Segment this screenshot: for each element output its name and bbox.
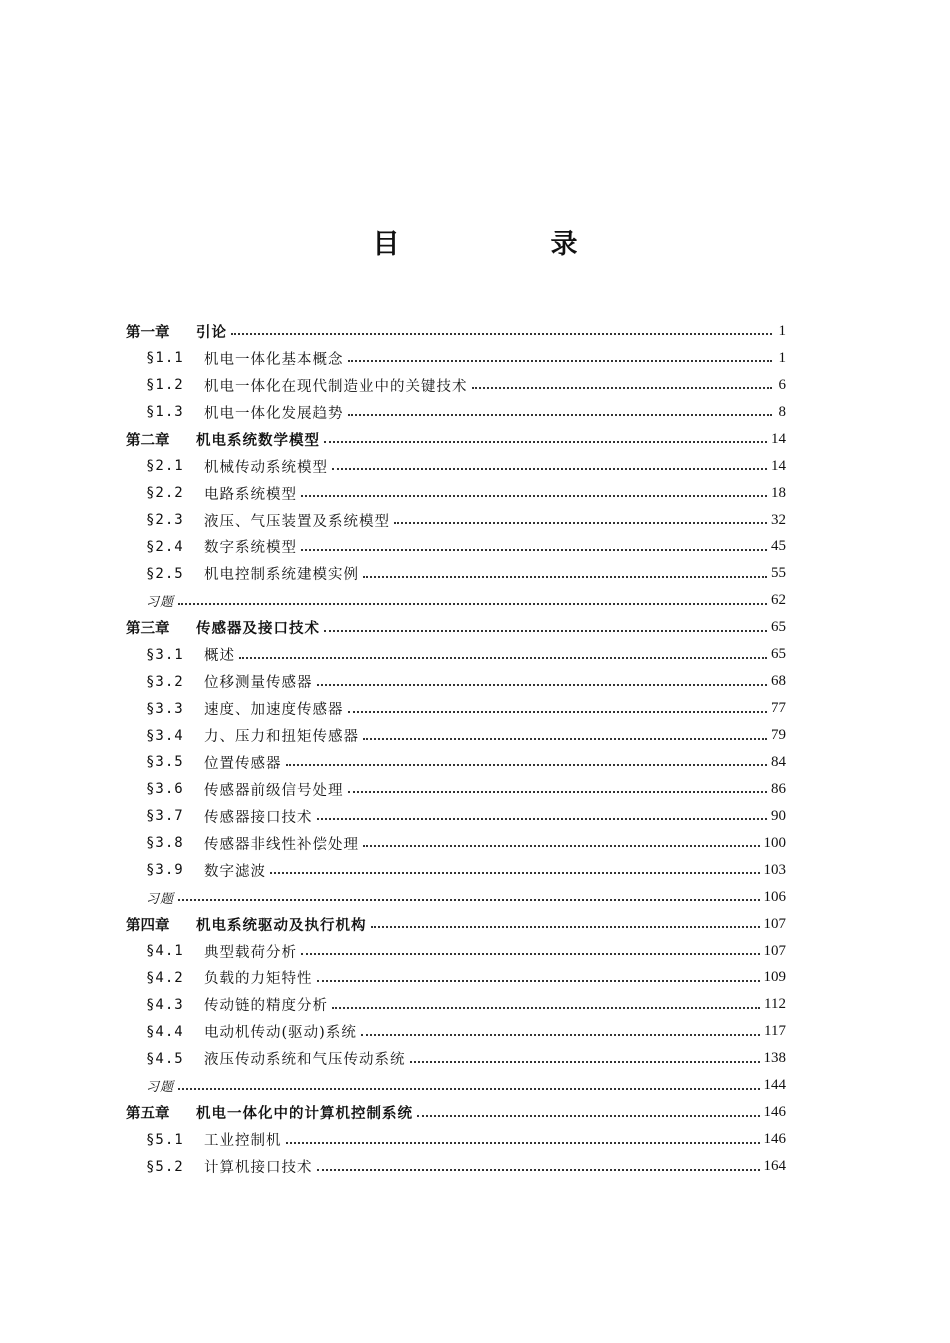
page-number: 112 xyxy=(764,996,786,1013)
dot-leader xyxy=(317,672,768,686)
section-number: §4.5 xyxy=(146,1050,184,1067)
page-number: 107 xyxy=(763,915,786,932)
toc-section-entry[interactable] xyxy=(126,1126,786,1153)
dot-leader xyxy=(324,429,767,443)
page-number: 1 xyxy=(778,322,786,339)
page-number: 84 xyxy=(771,753,786,770)
section-number: §4.4 xyxy=(146,1023,184,1040)
entry-title: 计算机接口技术 xyxy=(204,1160,313,1177)
entry-title: 机电控制系统建模实例 xyxy=(204,567,359,584)
page-number: 65 xyxy=(771,646,786,663)
entry-title: 数字系统模型 xyxy=(204,540,297,557)
dot-leader xyxy=(178,1076,759,1090)
section-number: §3.4 xyxy=(146,727,184,744)
section-number: §4.3 xyxy=(146,996,184,1013)
entry-title: 位置传感器 xyxy=(204,755,282,772)
dot-leader xyxy=(363,726,767,740)
page-number: 14 xyxy=(771,430,786,447)
page-title: 目 录 xyxy=(372,229,640,260)
entry-title: 习题 xyxy=(146,1080,175,1096)
page-number: 14 xyxy=(771,457,786,474)
entry-title: 传感器前级信号处理 xyxy=(204,782,344,799)
dot-leader xyxy=(324,618,767,632)
section-number: §1.2 xyxy=(146,377,184,394)
entry-title: 机电系统数学模型 xyxy=(196,432,320,449)
dot-leader xyxy=(301,941,760,955)
toc-section-entry[interactable] xyxy=(126,803,786,830)
page-number: 6 xyxy=(778,376,786,393)
toc-section-entry[interactable] xyxy=(126,938,786,965)
page-number: 32 xyxy=(771,511,786,528)
section-number: §2.3 xyxy=(146,512,184,529)
entry-title: 电动机传动(驱动)系统 xyxy=(204,1025,357,1042)
page-number: 100 xyxy=(763,834,786,851)
entry-title: 数字滤波 xyxy=(204,863,266,880)
toc-section-entry[interactable] xyxy=(126,722,786,749)
page-number: 146 xyxy=(763,1131,786,1148)
section-number: §3.2 xyxy=(146,673,184,690)
toc-section-entry[interactable] xyxy=(126,345,786,372)
section-number: §3.5 xyxy=(146,754,184,771)
page-number: 68 xyxy=(771,673,786,690)
toc-section-entry[interactable] xyxy=(126,857,786,884)
section-number: §3.6 xyxy=(146,781,184,798)
section-number: §1.3 xyxy=(146,404,184,421)
toc-section-entry[interactable] xyxy=(126,668,786,695)
entry-title: 电路系统模型 xyxy=(204,486,297,503)
chapter-number: 第五章 xyxy=(126,1106,170,1123)
toc-section-entry[interactable] xyxy=(126,830,786,857)
entry-title: 液压、气压装置及系统模型 xyxy=(204,513,390,530)
dot-leader xyxy=(348,779,768,793)
dot-leader xyxy=(239,645,767,659)
dot-leader xyxy=(332,995,760,1009)
toc-section-entry[interactable] xyxy=(126,372,786,399)
entry-title: 习题 xyxy=(146,891,175,907)
page-number: 103 xyxy=(763,861,786,878)
dot-leader xyxy=(363,833,760,847)
entry-title: 机电一体化中的计算机控制系统 xyxy=(196,1106,413,1123)
dot-leader xyxy=(361,1022,760,1036)
entry-title: 机电系统驱动及执行机构 xyxy=(196,917,367,934)
dot-leader xyxy=(317,1157,760,1171)
dot-leader xyxy=(178,591,767,605)
entry-title: 机电一体化基本概念 xyxy=(204,351,344,368)
entry-title: 概述 xyxy=(204,648,235,665)
page-number: 55 xyxy=(771,565,786,582)
chapter-number: 第一章 xyxy=(126,324,170,341)
dot-leader xyxy=(348,402,773,416)
page-number: 106 xyxy=(763,888,786,905)
entry-title: 速度、加速度传感器 xyxy=(204,702,344,719)
section-number: §3.8 xyxy=(146,835,184,852)
toc-section-entry[interactable] xyxy=(126,776,786,803)
entry-title: 液压传动系统和气压传动系统 xyxy=(204,1052,406,1069)
chapter-number: 第二章 xyxy=(126,432,170,449)
toc-chapter-entry[interactable] xyxy=(126,318,786,345)
dot-leader xyxy=(301,537,767,551)
dot-leader xyxy=(348,348,773,362)
section-number: §5.1 xyxy=(146,1131,184,1148)
entry-title: 机械传动系统模型 xyxy=(204,459,328,476)
toc-chapter-entry[interactable] xyxy=(126,1099,786,1126)
page-number: 164 xyxy=(763,1158,786,1175)
section-number: §4.2 xyxy=(146,969,184,986)
page-number: 146 xyxy=(763,1104,786,1121)
toc-section-entry[interactable] xyxy=(126,1045,786,1072)
section-number: §2.5 xyxy=(146,565,184,582)
chapter-number: 第四章 xyxy=(126,917,170,934)
toc-section-entry[interactable] xyxy=(126,399,786,426)
entry-title: 传感器非线性补偿处理 xyxy=(204,836,359,853)
entry-title: 习题 xyxy=(146,595,175,611)
dot-leader xyxy=(231,321,772,335)
entry-title: 引论 xyxy=(196,324,227,341)
section-number: §5.2 xyxy=(146,1158,184,1175)
section-number: §2.1 xyxy=(146,458,184,475)
entry-title: 传感器及接口技术 xyxy=(196,621,320,638)
page-number: 109 xyxy=(763,969,786,986)
table-of-contents xyxy=(126,318,786,1180)
section-number: §3.7 xyxy=(146,808,184,825)
page-number: 86 xyxy=(771,780,786,797)
dot-leader xyxy=(286,1130,760,1144)
dot-leader xyxy=(317,806,768,820)
entry-title: 负载的力矩特性 xyxy=(204,971,313,988)
dot-leader xyxy=(371,914,760,928)
dot-leader xyxy=(394,510,767,524)
toc-section-entry[interactable] xyxy=(126,480,786,507)
entry-title: 传感器接口技术 xyxy=(204,809,313,826)
page-number: 45 xyxy=(771,538,786,555)
toc-chapter-entry[interactable] xyxy=(126,614,786,641)
section-number: §3.1 xyxy=(146,646,184,663)
page-number: 77 xyxy=(771,700,786,717)
toc-chapter-entry[interactable] xyxy=(126,911,786,938)
toc-section-entry[interactable] xyxy=(126,965,786,992)
toc-exercise-entry[interactable] xyxy=(126,1072,786,1099)
section-number: §4.1 xyxy=(146,943,184,960)
dot-leader xyxy=(348,699,768,713)
toc-exercise-entry[interactable] xyxy=(126,884,786,911)
dot-leader xyxy=(363,564,767,578)
dot-leader xyxy=(317,968,760,982)
entry-title: 机电一体化在现代制造业中的关键技术 xyxy=(204,378,468,395)
dot-leader xyxy=(286,752,768,766)
dot-leader xyxy=(301,483,767,497)
dot-leader xyxy=(270,860,760,874)
toc-section-entry[interactable] xyxy=(126,453,786,480)
toc-section-entry[interactable] xyxy=(126,534,786,561)
section-number: §2.2 xyxy=(146,485,184,502)
toc-section-entry[interactable] xyxy=(126,560,786,587)
page-number: 117 xyxy=(764,1023,786,1040)
dot-leader xyxy=(332,456,767,470)
page-number: 8 xyxy=(778,403,786,420)
toc-section-entry[interactable] xyxy=(126,507,786,534)
page-number: 62 xyxy=(771,592,786,609)
entry-title: 传动链的精度分析 xyxy=(204,998,328,1015)
dot-leader xyxy=(178,887,759,901)
entry-title: 工业控制机 xyxy=(204,1133,282,1150)
page-number: 107 xyxy=(763,942,786,959)
page-number: 65 xyxy=(771,619,786,636)
dot-leader xyxy=(472,375,773,389)
page-number: 18 xyxy=(771,484,786,501)
section-number: §1.1 xyxy=(146,350,184,367)
section-number: §2.4 xyxy=(146,538,184,555)
toc-section-entry[interactable] xyxy=(126,991,786,1018)
dot-leader xyxy=(417,1103,760,1117)
entry-title: 机电一体化发展趋势 xyxy=(204,405,344,422)
chapter-number: 第三章 xyxy=(126,621,170,638)
section-number: §3.3 xyxy=(146,700,184,717)
toc-section-entry[interactable] xyxy=(126,1018,786,1045)
toc-section-entry[interactable] xyxy=(126,695,786,722)
dot-leader xyxy=(410,1049,760,1063)
toc-chapter-entry[interactable] xyxy=(126,426,786,453)
toc-section-entry[interactable] xyxy=(126,1153,786,1180)
entry-title: 力、压力和扭矩传感器 xyxy=(204,729,359,746)
toc-exercise-entry[interactable] xyxy=(126,587,786,614)
entry-title: 位移测量传感器 xyxy=(204,675,313,692)
section-number: §3.9 xyxy=(146,862,184,879)
entry-title: 典型载荷分析 xyxy=(204,944,297,961)
page-number: 90 xyxy=(771,807,786,824)
toc-section-entry[interactable] xyxy=(126,641,786,668)
page-number: 144 xyxy=(763,1077,786,1094)
page-number: 79 xyxy=(771,727,786,744)
page-number: 138 xyxy=(763,1050,786,1067)
toc-section-entry[interactable] xyxy=(126,749,786,776)
page-number: 1 xyxy=(778,349,786,366)
